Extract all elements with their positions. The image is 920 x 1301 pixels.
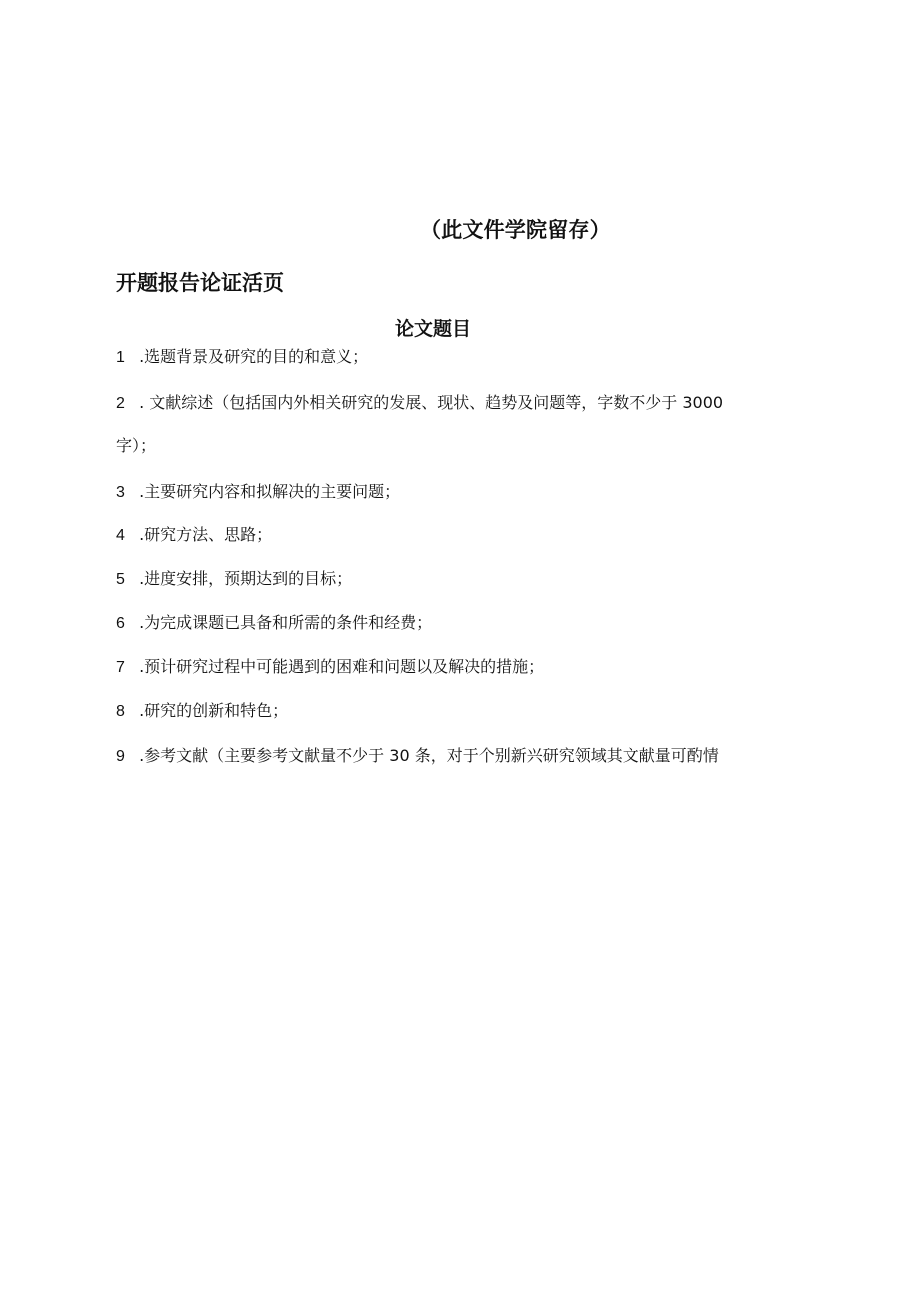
item-number: 4 <box>116 527 125 544</box>
requirement-item-3 <box>116 481 400 504</box>
item-text: . 文献综述（包括国内外相关研究的发展、现状、趋势及问题等，字数不少于 3000 <box>139 393 724 412</box>
requirement-item-8 <box>116 700 288 723</box>
item-number: 6 <box>116 615 125 632</box>
item-number: 2 <box>116 395 125 412</box>
requirement-item-4 <box>116 524 272 547</box>
item-number: 5 <box>116 571 125 588</box>
item-text: .进度安排，预期达到的目标； <box>139 569 353 588</box>
item-number: 3 <box>116 484 125 501</box>
item-number: 8 <box>116 703 125 720</box>
requirement-item-1 <box>116 346 368 369</box>
item-number: 9 <box>116 748 125 765</box>
requirement-item-6 <box>116 612 432 635</box>
requirement-item-2 <box>116 392 723 415</box>
page-heading: 开题报告论证活页 <box>116 271 284 296</box>
archive-note: （此文件学院留存） <box>420 218 611 242</box>
item-text: .参考文献（主要参考文献量不少于 30 条，对于个别新兴研究领域其文献量可酌情 <box>139 746 719 765</box>
paper-title: 论文题目 <box>395 317 472 340</box>
requirement-item-9 <box>116 745 719 768</box>
item-text: .预计研究过程中可能遇到的困难和问题以及解决的措施； <box>139 657 545 676</box>
requirement-item-5 <box>116 568 352 591</box>
requirement-item-2-continuation <box>116 435 156 457</box>
item-text: .研究的创新和特色； <box>139 701 289 720</box>
item-text: .主要研究内容和拟解决的主要问题； <box>139 482 401 501</box>
item-text: .选题背景及研究的目的和意义； <box>139 347 369 366</box>
requirement-item-7 <box>116 656 544 679</box>
item-text: .为完成课题已具备和所需的条件和经费； <box>139 613 433 632</box>
item-number: 7 <box>116 659 125 676</box>
item-text: .研究方法、思路； <box>139 525 273 544</box>
item-number: 1 <box>116 349 125 366</box>
item-continuation-text: 字）； <box>116 436 157 455</box>
